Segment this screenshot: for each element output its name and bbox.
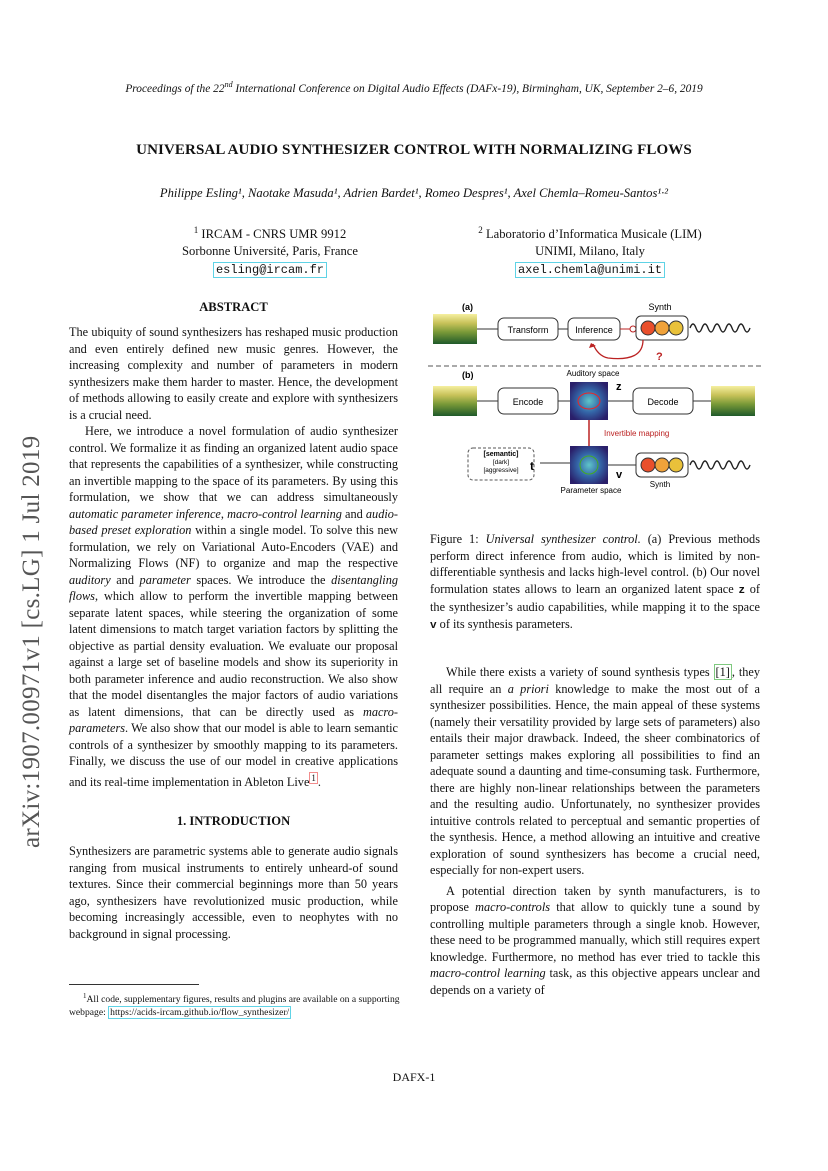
intro-heading: 1. INTRODUCTION	[176, 814, 291, 829]
affiliation-1: $^1$ IRCAM - CNRS UMR 9912 Sorbonne Université, Paris, France esling@ircam.fr	[182, 225, 358, 278]
footnote-rule	[69, 984, 199, 985]
page-number: DAFX-1	[392, 1070, 436, 1084]
svg-text:?: ?	[656, 351, 663, 363]
svg-text:Inference: Inference	[575, 325, 613, 335]
left-column	[69, 300, 398, 942]
svg-text:[semantic]: [semantic]	[483, 451, 519, 458]
input-spectrogram-b	[433, 386, 477, 416]
figure-caption: Figure 1: Universal synthesizer control. (a) Previous methods perform direct inference from audio, which is limited by non-differentiable synthesis and lacks high-level control. (b) Our novel formulation states allows to learn an organized latent space z of the synthesizer’s audio capabilities, while mapping it to the space v of its synthesis parameters.	[430, 532, 760, 632]
author-list: Philippe Esling¹, Naotake Masuda¹, Adrien Bardet¹, Romeo Despres¹, Axel Chemla–Romeu-Santos¹·²	[159, 186, 669, 200]
footnote: $^1$All code, supplementary figures, results and plugins are available on a supporting webpage: https://acids-ircam.github.io/flow_synthesizer/	[69, 992, 400, 1018]
citation-1[interactable]: [1]	[715, 665, 730, 679]
intro-body: Synthesizers are parametric systems able to generate audio signals ranging from musical instruments to entirely unheard-of sound textures. Since their commercial beginnings more than 50 years ago, synthesizers have revolutionized music production, while becoming increasingly accessible, even to neophytes with no background in signal processing.	[69, 844, 398, 941]
email-link-1[interactable]: esling@ircam.fr	[213, 262, 327, 278]
svg-text:z: z	[616, 381, 622, 393]
abstract-body: The ubiquity of sound synthesizers has reshaped music production and even entirely defined new music genres. However, the increasing complexity and number of parameters in modern synthesizers make them harder to master. Hence, the development of methods allowing to easily create and explore with synthesizers is a crucial need. Here, we introduce a novel formulation of audio synthesizer control. We formalize it as finding an organized latent audio space that represents the capabilities of a synthesizer, while constructing an invertible mapping to the space of its parameters. By using this formulation, we show that we can address simultaneously automatic parameter inference, macro-control learning and audio-based preset exploration within a single model. To solve this new formulation, we rely on Variational Auto-Encoders (VAE) and Normalizing Flows (NF) to organize and map the respective auditory and parameter spaces. We introduce the disentangling flows, which allow to perform the invertible mapping between separate latent spaces, while steering the organization of some latent dimensions to match target variation factors by splitting the objective as partial density evaluation. We evaluate our proposal against a large set of baseline models and show its superiority in both parameter inference and audio reconstruction. We also show that the model disentangles the major factors of audio variations as latent dimensions, that can be directly used as macro-parameters. We also show that our model is able to learn semantic controls of a synthesizer by smoothly mapping to its parameters. Finally, we discuss the use of our model in creative applications and its real-time implementation in Ableton Live $^1$ .	[69, 325, 399, 789]
output-spectrogram-b	[711, 386, 755, 416]
parameter-latent-space	[570, 446, 608, 484]
right-column-body: While there exists a variety of sound synthesis types [1] , they all require an a priori knowledge to make the most out of a synthesizer possibilities. Hence, the main appeal of these systems (namely their versatility provided by large sets of parameters) also entails their major drawback. Indeed, the sheer combinatorics of parameter settings makes exploring all possibilities to find an adequate sound a daunting and time-consuming task. Furthermore, there are highly non-linear relationships between the parameters and the resulting audio. Unfortunately, no synthesizer provides intuitive controls related to perceptual and semantic properties of the synthesis. Hence, a method allowing an intuitive and creative exploration of sound synthesizers has become a crucial need, especially for non-expert users. A potential direction taken by synth manufacturers, is to propose macro-controls that allow to quickly tune a sound by controlling multiple parameters through a single knob. However, these need to be programmed manually, which still requires expert knowledge. Furthermore, no method has ever tried to tackle this macro-control learning task, as this objective appears unclear and depends on a variety of	[430, 665, 761, 997]
svg-text:[aggressive]: [aggressive]	[483, 467, 519, 474]
svg-text:v: v	[616, 469, 623, 481]
svg-text:Synth: Synth	[649, 480, 671, 489]
running-header: Proceedings of the 22nd International Conference on Digital Audio Effects (DAFx-19), Birmingham, UK, September 2–6, 2019	[125, 80, 703, 95]
auditory-latent-space	[570, 382, 608, 420]
svg-text:Auditory space: Auditory space	[566, 369, 620, 378]
label-a: (a)	[462, 302, 473, 312]
svg-text:Parameter space: Parameter space	[560, 486, 622, 495]
svg-text:Synth: Synth	[648, 302, 672, 312]
figure-1	[428, 298, 762, 500]
svg-text:[dark]: [dark]	[492, 459, 510, 466]
input-spectrogram-a	[433, 314, 477, 344]
arxiv-identifier: arXiv:1907.00971v1 [cs.LG] 1 Jul 2019	[18, 435, 45, 848]
svg-text:Decode: Decode	[647, 397, 679, 407]
svg-text:t: t	[530, 459, 534, 473]
footnote-ref[interactable]: 1	[311, 772, 316, 783]
paper-title: UNIVERSAL AUDIO SYNTHESIZER CONTROL WITH NORMALIZING FLOWS	[136, 142, 692, 158]
label-b: (b)	[462, 370, 474, 380]
svg-text:Encode: Encode	[512, 397, 544, 407]
svg-text:Transform: Transform	[507, 325, 549, 335]
svg-text:Invertible mapping: Invertible mapping	[604, 429, 670, 438]
abstract-heading: ABSTRACT	[199, 300, 268, 314]
email-link-2[interactable]: axel.chemla@unimi.it	[515, 262, 665, 278]
affiliation-2: $^2$ Laboratorio d’Informatica Musicale (LIM) UNIMI, Milano, Italy axel.chemla@unimi.it	[478, 225, 702, 278]
supporting-webpage-link[interactable]: https://acids-ircam.github.io/flow_synthesizer/	[110, 1006, 290, 1018]
